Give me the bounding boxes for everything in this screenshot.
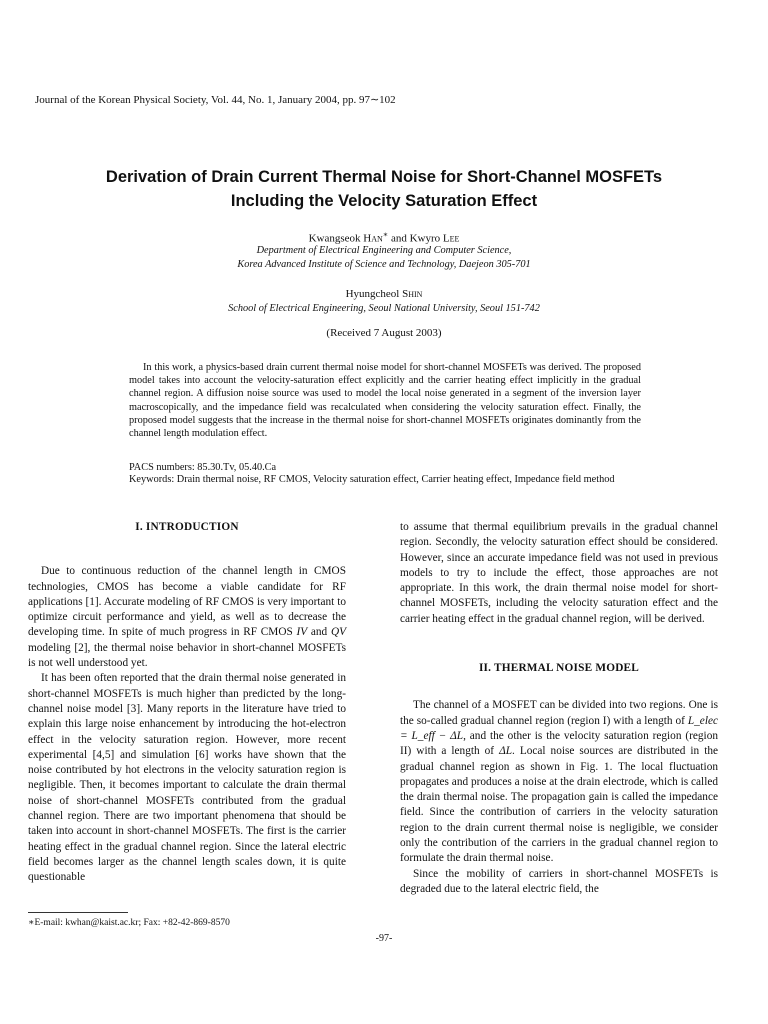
received-date: (Received 7 August 2003)	[326, 327, 442, 339]
page-number: -97-	[375, 933, 393, 944]
affiliation-2: School of Electrical Engineering, Seoul National University, Seoul 151-742	[228, 303, 540, 314]
model-p1-delta-l: ΔL	[499, 745, 512, 758]
intro-paragraph-2: It has been often reported that the drain thermal noise generated in short-channel MOSFETs is much higher than predicted by the long-channel noise model [3]. Many reports in the literature have tried to explain this large noise enhancement by introducing the hot-electron effect in the velocity saturation region. However, more recent experimental [4,5] and simulation [6] works have shown that the noise contributed by hot electrons in the velocity saturation region is negligible. Then, it becomes important to calculate the drain thermal noise of short-channel MOSFETs contributed from the gradual channel region. There are two important phenomena that should be taken into account in short-channel MOSFETs. The first is the carrier heating effect in the gradual channel region. Since the lateral electric field becomes larger as the channel length scales down, it is quite questionable	[28, 672, 346, 884]
title-line-2: Including the Velocity Saturation Effect	[230, 192, 538, 210]
title-line-1: Derivation of Drain Current Thermal Noise for Short-Channel MOSFETs	[105, 168, 663, 186]
left-column	[28, 520, 346, 886]
right-column	[400, 520, 718, 897]
authors-and: and	[390, 232, 407, 245]
author3-first: Hyungcheol	[345, 288, 400, 300]
author1-last: Han	[363, 232, 383, 245]
author3-last: Shin	[402, 288, 423, 300]
pacs-numbers: PACS numbers: 85.30.Tv, 05.40.Ca	[129, 462, 277, 473]
intro-p1-and: and	[307, 626, 331, 639]
author1-first: Kwangseok	[308, 232, 361, 245]
paper-title	[40, 165, 728, 213]
affiliation-1-line-2: Korea Advanced Institute of Science and Technology, Daejeon 305-701	[237, 259, 531, 270]
author3-line	[40, 287, 728, 301]
authors-line	[40, 228, 728, 246]
section-1-heading: I. INTRODUCTION	[135, 521, 239, 533]
keywords: Keywords: Drain thermal noise, RF CMOS, Velocity saturation effect, Carrier heating effect, Impedance field method	[129, 474, 615, 485]
intro-p1-text-a: Due to continuous reduction of the channel length in CMOS technologies, CMOS has become a viable candidate for RF applications [1]. Accurate modeling of RF CMOS is very important to optimize circuit performance and yield, as well as to decrease the developing time. In spite of much progress in RF CMOS	[28, 565, 346, 639]
intro-paragraph-1	[28, 564, 346, 671]
footnote-rule	[28, 912, 128, 913]
intro-p1-qv: QV	[330, 626, 346, 639]
author1-footnote-mark: ∗	[382, 230, 389, 239]
affiliation-1-line-1: Department of Electrical Engineering and Computer Science,	[256, 245, 512, 256]
model-paragraph-2: Since the mobility of carriers in short-channel MOSFETs is degraded due to the lateral electric field, the	[400, 867, 718, 895]
model-paragraph-1	[400, 698, 718, 866]
footnote-contact: ∗E-mail: kwhan@kaist.ac.kr; Fax: +82-42-869-8570	[28, 918, 230, 928]
model-p1-text-b: , and the other is the velocity saturation region (region II) with a length of	[400, 729, 718, 758]
abstract: In this work, a physics-based drain current thermal noise model for short-channel MOSFETs was derived. The proposed model takes into account the velocity-saturation effect explicitly and the carrier heating effect implicitly in the gradual channel region. A diffusion noise source was used to model the local noise generated in a segment of the inversion layer macroscopically, and the impedance field was recalculated when considering the velocity saturation effect. Finally, the proposed model suggests that the increase in the thermal noise for short-channel MOSFETs originates dominantly from the channel length modulation effect.	[129, 362, 641, 440]
model-p1-text-a: The channel of a MOSFET can be divided into two regions. One is the so-called gradual channel region (region I) with a length of	[400, 699, 718, 727]
author2-last: Lee	[442, 232, 460, 245]
intro-p1-text-b: modeling [2], the thermal noise behavior in short-channel MOSFETs is not well understood yet.	[28, 641, 346, 670]
model-p1-equation: L_elec = L_eff − ΔL	[400, 714, 718, 742]
section-2-heading: II. THERMAL NOISE MODEL	[478, 662, 640, 675]
model-p1-text-c: . Local noise sources are distributed in the gradual channel region as shown in Fig. 1. The local fluctuation propagates and produces a noise at the drain electrode, which is called the drain thermal noise. The propagation gain is called the impedance field. Since the contribution of carriers in the velocity saturation region to the drain current thermal noise is negligible, we consider only the contribution of the carriers in the gradual channel region to formulate the drain thermal noise.	[400, 745, 719, 865]
intro-continued: to assume that thermal equilibrium prevails in the gradual channel region. Secondly, the velocity saturation effect should be considered. However, since an accurate impedance field was not used in previous models to try to include the effect, those approaches are not appropriate. In this work, the drain thermal noise model for short-channel MOSFETs, including the velocity saturation effect and the carrier heating effect in the gradual channel region, will be derived.	[400, 521, 718, 625]
journal-citation: Journal of the Korean Physical Society, Vol. 44, No. 1, January 2004, pp. 97∼102	[35, 94, 396, 106]
intro-p1-iv: IV	[296, 626, 308, 639]
author2-first: Kwyro	[409, 232, 441, 245]
